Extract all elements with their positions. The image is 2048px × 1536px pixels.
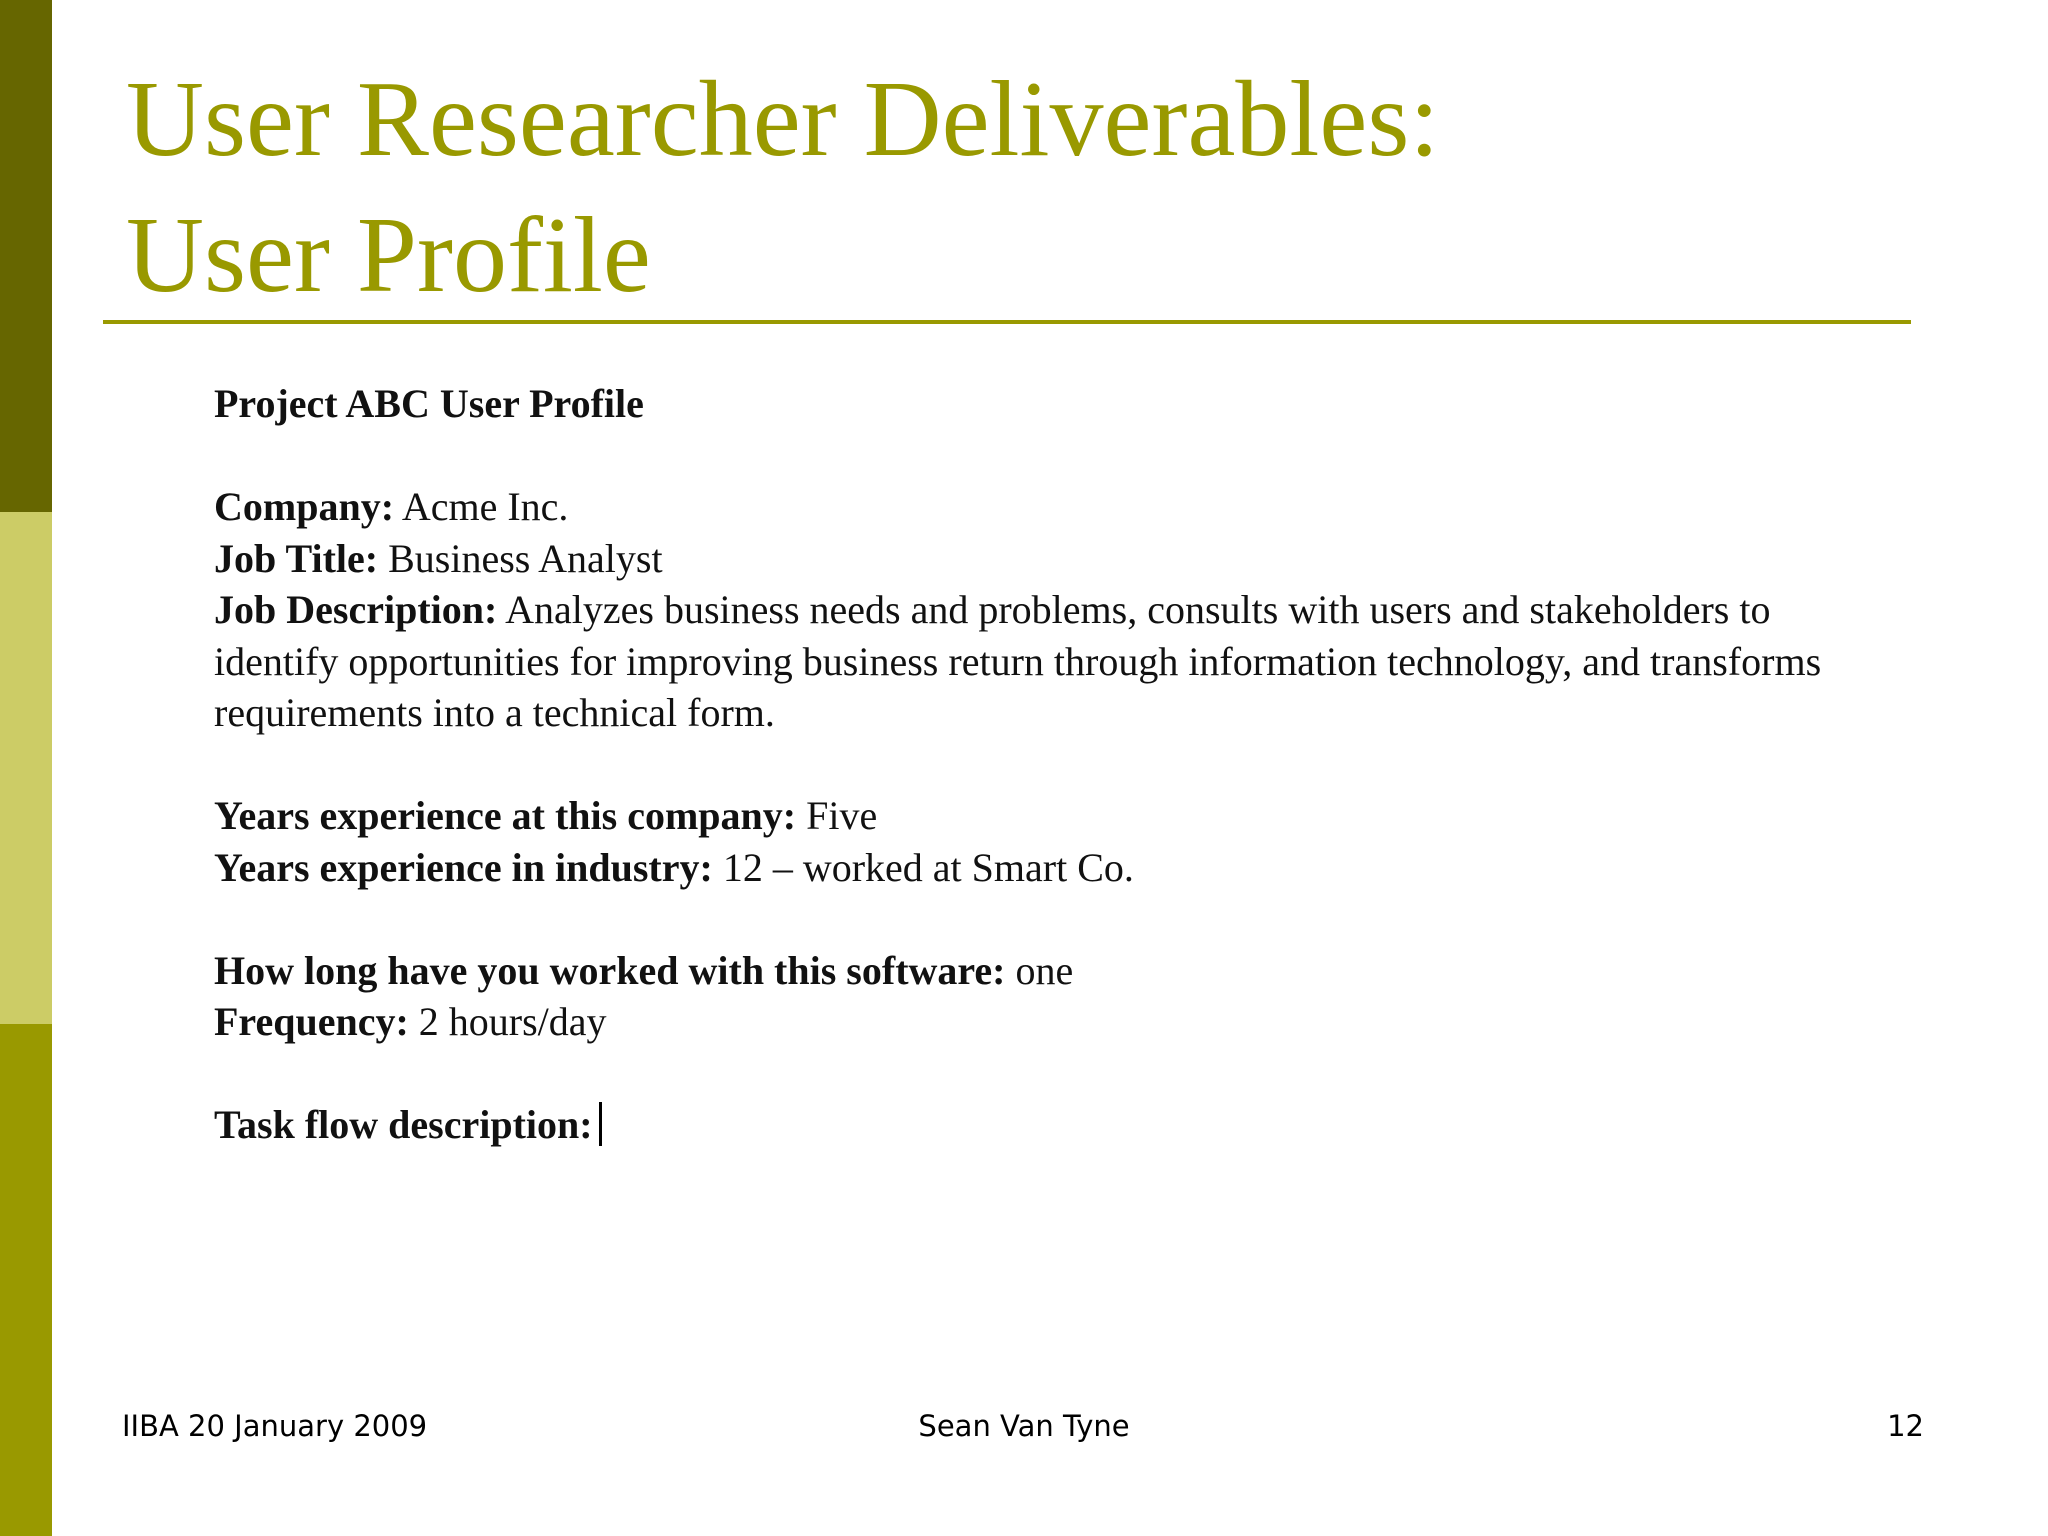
text-cursor xyxy=(599,1102,602,1146)
slide-title xyxy=(126,52,1439,324)
profile-years-company xyxy=(214,790,1854,842)
years-industry-label: Years experience in industry: xyxy=(214,844,713,890)
profile-task-flow xyxy=(214,1099,1854,1151)
footer-author: Sean Van Tyne xyxy=(918,1409,1130,1443)
company-label: Company: xyxy=(214,484,395,529)
job-description-value: Analyzes business needs and problems, consults with users and stakeholders to identify opportunities for improving business return through information technology, and transforms requirements into a technical form. xyxy=(214,587,1822,735)
software-value: one xyxy=(1005,947,1074,993)
company-value: Acme Inc. xyxy=(394,484,569,529)
profile-frequency xyxy=(214,996,1854,1048)
footer-date: IIBA 20 January 2009 xyxy=(122,1409,428,1443)
slide-title-line-2: User Profile xyxy=(126,196,651,315)
frequency-label: Frequency: xyxy=(214,999,409,1044)
years-company-label: Years experience at this company: xyxy=(214,793,797,838)
years-industry-value: 12 – worked at Smart Co. xyxy=(712,844,1134,890)
title-underline xyxy=(103,320,1911,324)
slide-title-line-1: User Researcher Deliverables: xyxy=(126,60,1440,179)
profile-software-duration xyxy=(214,945,1854,997)
side-bar-middle xyxy=(0,512,52,1024)
profile-heading: Project ABC User Profile xyxy=(214,381,644,426)
job-title-label: Job Title: xyxy=(214,535,379,581)
profile-job-description xyxy=(214,584,1854,739)
footer-page-number: 12 xyxy=(1887,1409,1924,1443)
user-profile-document xyxy=(214,378,1854,1151)
job-title-value: Business Analyst xyxy=(378,535,663,581)
profile-job-title xyxy=(214,533,1854,585)
job-description-label: Job Description: xyxy=(214,587,498,632)
side-bar-top xyxy=(0,0,52,512)
task-flow-label: Task flow description: xyxy=(214,1102,593,1147)
side-bar-bottom xyxy=(0,1024,52,1536)
profile-years-industry xyxy=(214,842,1854,894)
profile-company xyxy=(214,481,1854,533)
software-label: How long have you worked with this software: xyxy=(214,947,1006,993)
years-company-value: Five xyxy=(796,793,878,838)
frequency-value: 2 hours/day xyxy=(408,999,607,1044)
